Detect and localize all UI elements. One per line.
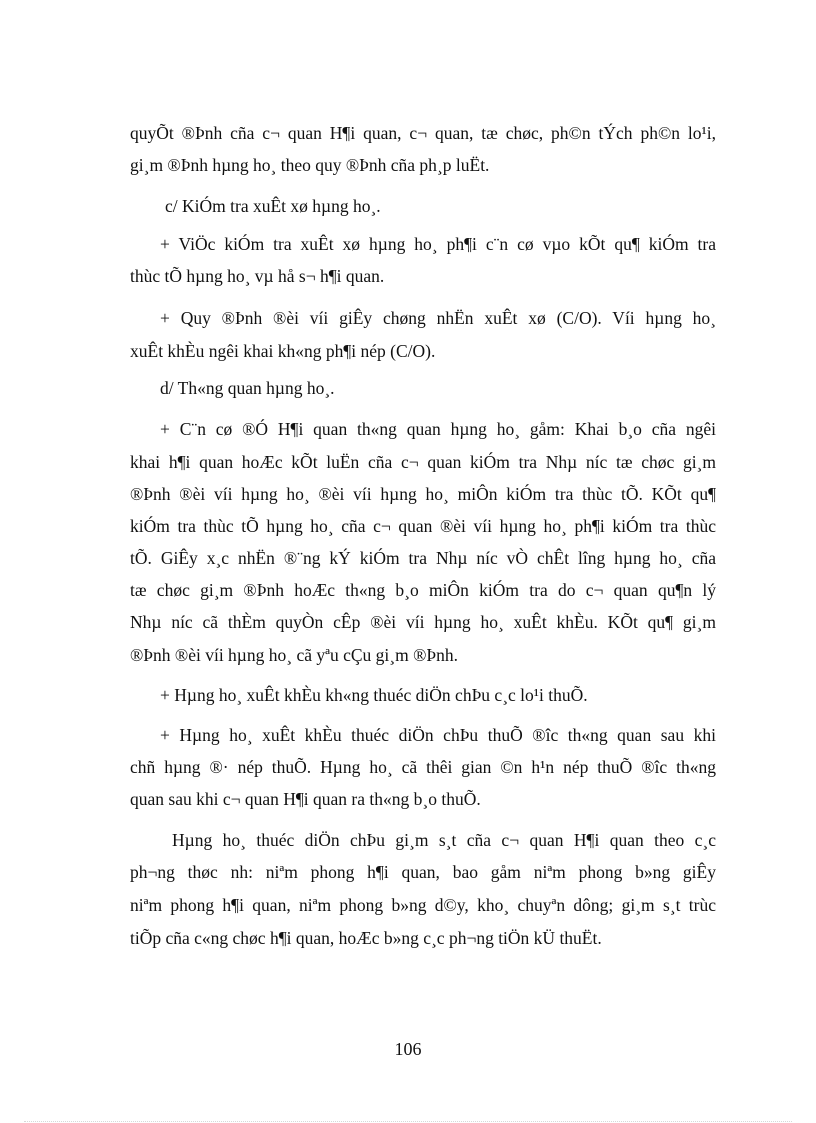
text-line: ®Þnh ®èi víi hµng ho¸ ®èi víi hµng ho¸ miÔn kiÓm tra thùc tÕ. KÕt qu¶: [130, 484, 716, 504]
text-line: thùc tÕ hµng ho¸ vµ hå s¬ h¶i quan.: [130, 266, 385, 286]
section-heading-c: c/ KiÓm tra xuÊt xø hµng ho¸.: [165, 196, 381, 216]
text-line: + ViÖc kiÓm tra xuÊt xø hµng ho¸ ph¶i c¨n cø vµo kÕt qu¶ kiÓm tra: [160, 234, 716, 254]
text-line: kiÓm tra thùc tÕ hµng ho¸ cña c¬ quan ®èi víi hµng ho¸ ph¶i kiÓm tra thùc: [130, 516, 716, 536]
text-line: ph¬ng thøc nh: niªm phong h¶i quan, bao gåm niªm phong b»ng giÊy: [130, 862, 716, 882]
text-line: quan sau khi c¬ quan H¶i quan ra th«ng b¸o thuÕ.: [130, 789, 481, 809]
text-line: gi¸m ®Þnh hµng ho¸ theo quy ®Þnh cña ph¸p luËt.: [130, 155, 490, 175]
section-heading-d: d/ Th«ng quan hµng ho¸.: [160, 378, 335, 398]
text-line: + C¨n cø ®Ó H¶i quan th«ng quan hµng ho¸ gåm: Khai b¸o cña ngêi: [160, 419, 716, 439]
text-line: xuÊt khÈu ngêi khai kh«ng ph¶i nép (C/O).: [130, 341, 436, 361]
text-line: ®Þnh ®èi víi hµng ho¸ cã yªu cÇu gi¸m ®Þnh.: [130, 645, 458, 665]
page-number: 106: [394, 1039, 422, 1059]
text-line: niªm phong h¶i quan, niªm phong b»ng d©y, kho¸ chuyªn dông; gi¸m s¸t trùc: [130, 895, 716, 915]
text-line: quyÕt ®Þnh cña c¬ quan H¶i quan, c¬ quan, tæ chøc, ph©n tÝch ph©n lo¹i,: [130, 123, 716, 143]
text-line: chñ hµng ®· nép thuÕ. Hµng ho¸ cã thêi gian ©n h¹n nép thuÕ ®îc th«ng: [130, 757, 716, 777]
text-line: tiÕp cña c«ng chøc h¶i quan, hoÆc b»ng c¸c ph¬ng tiÖn kÜ thuËt.: [130, 928, 602, 948]
page-bottom-divider: [24, 1121, 792, 1122]
text-line: tÕ. GiÊy x¸c nhËn ®¨ng kÝ kiÓm tra Nhµ níc vÒ chÊt lîng hµng ho¸ cña: [130, 548, 716, 568]
text-line: + Hµng ho¸ xuÊt khÈu thuéc diÖn chÞu thuÕ ®îc th«ng quan sau khi: [160, 725, 716, 745]
text-line: Hµng ho¸ thuéc diÖn chÞu gi¸m s¸t cña c¬ quan H¶i quan theo c¸c: [172, 830, 716, 850]
text-line: tæ chøc gi¸m ®Þnh hoÆc th«ng b¸o miÔn kiÓm tra do c¬ quan qu¶n lý: [130, 580, 716, 600]
text-line: khai h¶i quan hoÆc kÕt luËn cña c¬ quan kiÓm tra Nhµ níc tæ chøc gi¸m: [130, 452, 716, 472]
text-line: Nhµ níc cã thÈm quyÒn cÊp ®èi víi hµng ho¸ xuÊt khÈu. KÕt qu¶ gi¸m: [130, 612, 716, 632]
text-line: + Quy ®Þnh ®èi víi giÊy chøng nhËn xuÊt xø (C/O). Víi hµng ho¸: [160, 308, 716, 328]
text-line: + Hµng ho¸ xuÊt khÈu kh«ng thuéc diÖn chÞu c¸c lo¹i thuÕ.: [160, 685, 588, 705]
